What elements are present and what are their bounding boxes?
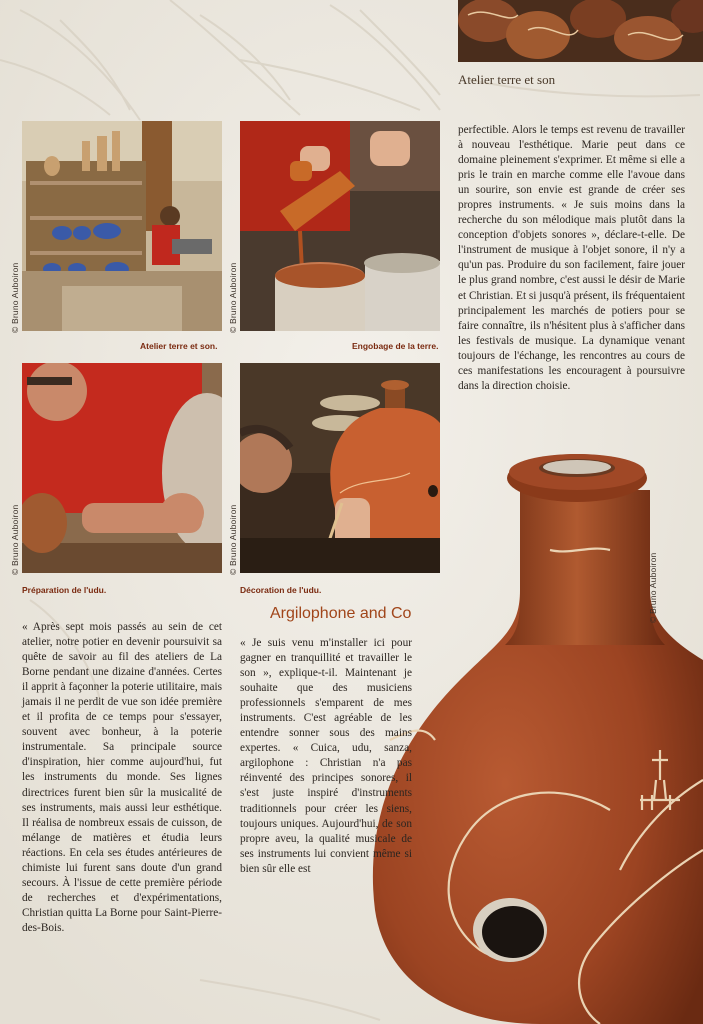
text-column-middle [240, 636, 412, 877]
paragraph-left: « Après sept mois passés au sein de cet atelier, notre potier en devenir poursuivit sa quête de savoir au fil des ateliers de La Borne pendant une dizaine d'années. Certes il apprit à façonner la poterie utilitaire, mais jamais il ne perdit de vue son idée première et il profita de ce temps pour s'essayer, souvent avec bonheur, à la poterie instrumentale. Sa principale source d'inspiration, hier comme aujourd'hui, fut les instruments du monde. Ses lignes directrices furent bien sûr la musicalité de ses instruments, mais aussi leur esthétique. Il réalisa de nombreux essais de cuisson, de mélange de matières et étudia leurs réactions. En cela ses études antérieures de chimiste lui furent sans doute d'un grand secours. À l'issue de cette première période de recherches et d'expérimentations, Christian quitta La Borne pour Saint-Pierre-des-Bois. [22, 621, 222, 934]
caption-engobage: Engobage de la terre. [352, 341, 439, 351]
paragraph-right: perfectible. Alors le temps est revenu de travailler à nouveau l'esthétique. Marie peut dans ce domaine pleinement s'exprimer. Et même si elle a pris le train en marche comme elle l'avoue dans un sourire, son envie est grande de créer ses propres instruments. « Je suis moins dans la recherche du son mélodique mais plutôt dans la conception d'objets sonores », déclare-t-elle. De l'instrument de musique à l'objet sonore, il n'y a qu'un pas. Produire du son facilement, faire jouer le plus grand nombre, c'est aussi le désir de Marie et Christian. Et si jusqu'à présent, ils fréquentaient principalement les marchés de potiers pour se faire connaître, ils n'hésitent plus à s'afficher dans les festivals de musique. La dynamique venant toujours de l'échange, les rencontres au cours de ces manifestations les encouragent à poursuivre dans la direction choisie. [458, 124, 685, 392]
photo-credit: © Bruno Auboiron [10, 262, 20, 333]
photo-credit: © Bruno Auboiron [228, 262, 238, 333]
caption-preparation: Préparation de l'udu. [22, 585, 107, 595]
photo-engobage [240, 121, 440, 331]
text-column-left [22, 620, 222, 936]
photo-credit: © Bruno Auboiron [228, 504, 238, 575]
paragraph-middle: « Je suis venu m'installer ici pour gagner en tranquillité et travailler le son », explique-t-il. Maintenant je souhaite que des musiciens professionnels s'emparent de mes instruments. C'est agréable de les entendre sonner sous des mains expertes. « Cuica, udu, sanza, argilophone : Christian n'a pas réinventé des principes sonores, il s'est juste inspiré d'instruments traditionnels pour créer les siens, toujours uniques. Aujourd'hui, de son propre aveu, la qualité musicale de ses instruments lui convient même si bien sûr elle est [240, 637, 412, 875]
photo-credit: © Bruno Auboiron [10, 504, 20, 575]
caption-decoration: Décoration de l'udu. [240, 585, 322, 595]
caption-atelier: Atelier terre et son. [140, 341, 218, 351]
udu-vase-image [370, 450, 703, 1024]
text-column-right [458, 123, 685, 394]
top-title: Atelier terre et son [458, 72, 556, 87]
top-pottery-photo [458, 0, 703, 62]
photo-atelier [22, 121, 222, 331]
photo-preparation-udu [22, 363, 222, 573]
big-photo-credit: © Bruno Auboiron [648, 552, 658, 623]
section-heading: Argilophone and Co [270, 605, 412, 622]
